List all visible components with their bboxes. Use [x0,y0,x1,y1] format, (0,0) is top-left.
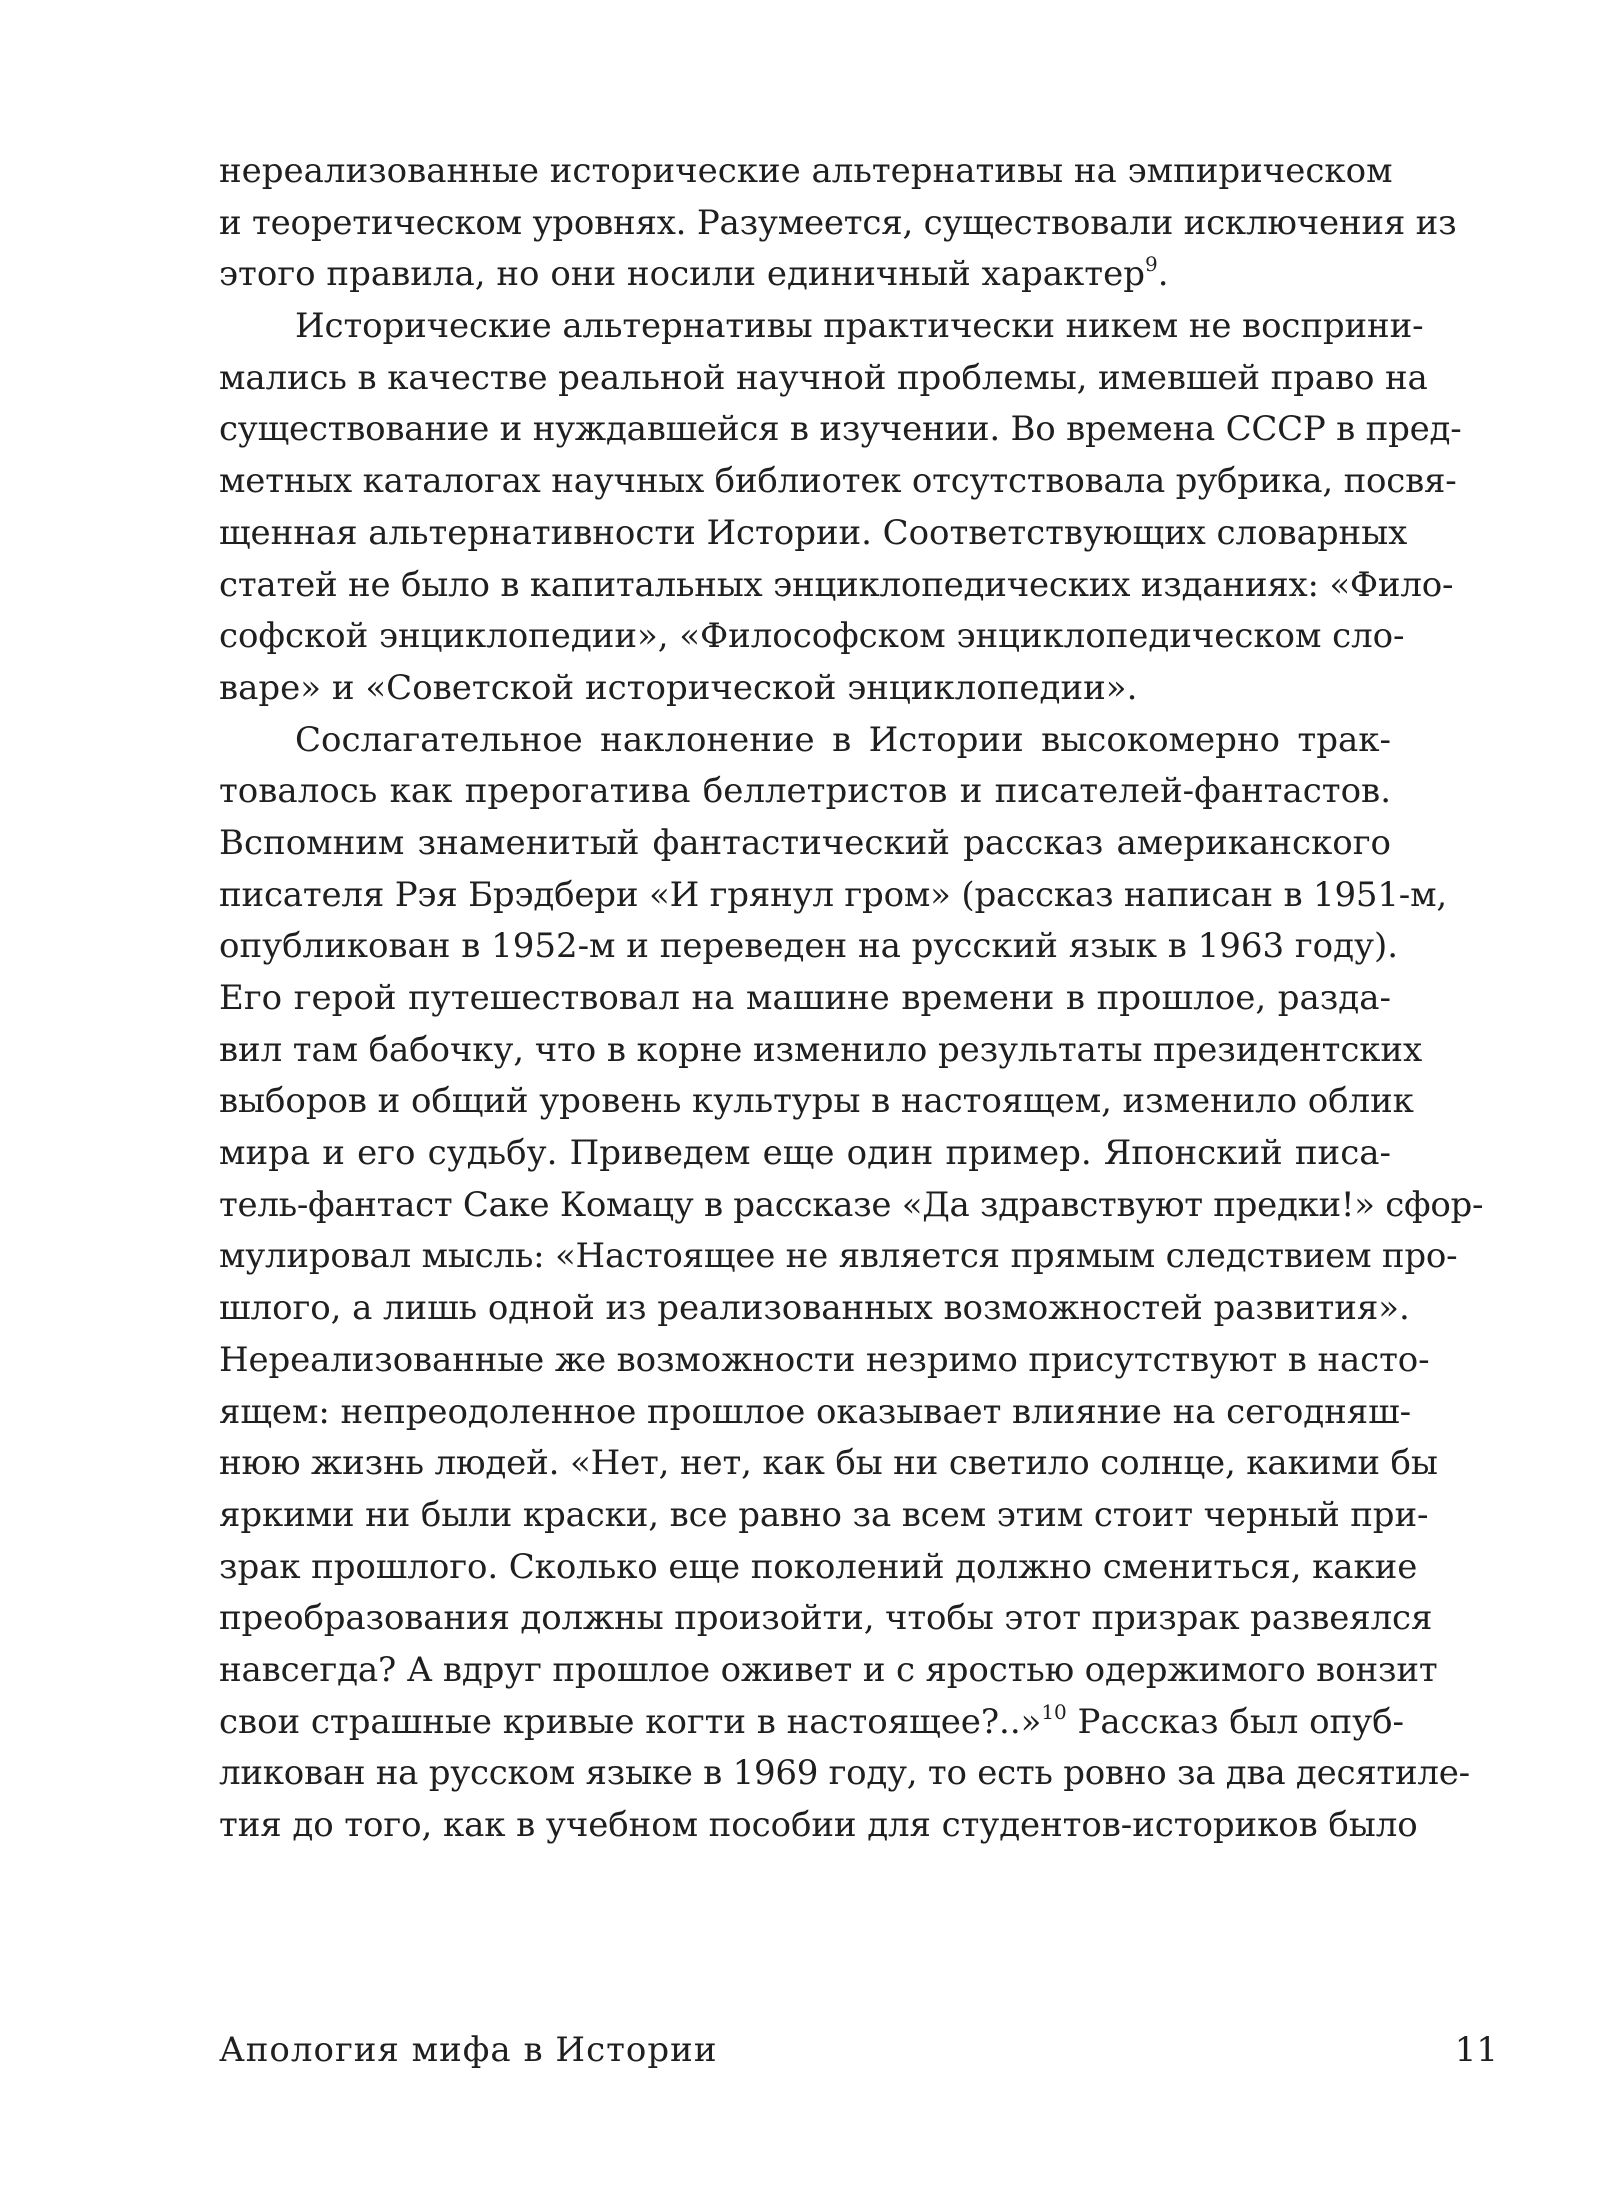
text-line-3-period: . [1157,254,1169,295]
text-line-33: тия до того, как в учебном пособии для студентов-историков было [219,1805,1418,1845]
text-line-11: варе» и «Советской исторической энциклопедии». [219,667,1138,708]
text-line-26: нюю жизнь людей. «Нет, нет, как бы ни светило солнце, какими бы [219,1443,1438,1484]
text-line-21: тель-фантаст Саке Комацу в рассказе «Да здравствуют предки!» сфор- [219,1184,1484,1225]
text-line-32: ликован на русском языке в 1969 году, то есть ровно за два десятиле- [219,1753,1470,1794]
text-line-30: навсегда? А вдруг прошлое оживет и с яростью одержимого вонзит [219,1649,1438,1690]
text-line-3 [219,249,1391,301]
text-line-9: статей не было в капитальных энциклопедических изданиях: «Фило- [219,564,1454,605]
footnote-ref-9: 9 [1144,252,1158,277]
text-line-10: софской энциклопедии», «Философском энциклопедическом сло- [219,616,1405,657]
text-line-27: яркими ни были краски, все равно за всем этим стоит черный при- [219,1494,1429,1535]
text-line-3-content: этого правила, но они носили единичный характер [219,254,1145,295]
text-line-22: мулировал мысль: «Настоящее не является прямым следствием про- [219,1236,1458,1277]
text-line-20: мира и его судьбу. Приведем еще один пример. Японский писа- [219,1133,1391,1174]
footnote-ref-10: 10 [1041,1699,1067,1724]
text-line-12: Сослагательное наклонение в Истории высокомерно трак- [295,719,1391,760]
text-line-4: Исторические альтернативы практически никем не восприни- [295,306,1424,347]
text-line-7: метных каталогах научных библиотек отсутствовала рубрика, посвя- [219,461,1457,502]
text-line-13: товалось как прерогатива беллетристов и писателей-фантастов. [219,771,1391,812]
text-line-8: щенная альтернативности Истории. Соответствующих словарных [219,512,1408,553]
running-title: Апология мифа в Истории [219,2030,718,2070]
text-line-1: нереализованные исторические альтернативы на эмпирическом [219,151,1393,191]
text-line-15: писателя Рэя Брэдбери «И грянул гром» (рассказ написан в 1951-м, [219,874,1447,915]
text-line-25: ящем: непреодоленное прошлое оказывает влияние на сегодняш- [219,1391,1412,1432]
text-line-2: и теоретическом уровнях. Разумеется, существовали исключения из [219,202,1457,243]
text-line-14: Вспомним знаменитый фантастический рассказ американского [219,822,1391,863]
text-line-31-rest: Рассказ был опуб- [1077,1701,1404,1742]
page-body-text [219,146,1484,1852]
text-line-5: мались в качестве реальной научной проблемы, имевшей право на [219,357,1428,398]
text-line-18: вил там бабочку, что в корне изменило результаты президентских [219,1029,1423,1070]
text-line-16: опубликован в 1952-м и переведен на русский язык в 1963 году). [219,926,1399,967]
text-line-31-quote: свои страшные кривые когти в настоящее?..» [219,1701,1042,1742]
text-line-17: Его герой путешествовал на машине времени в прошлое, разда- [219,978,1391,1018]
text-line-6: существование и нуждавшейся в изучении. Во времена СССР в пред- [219,409,1462,450]
page-number: 11 [1454,2030,1498,2070]
text-line-23: шлого, а лишь одной из реализованных возможностей развития». [219,1288,1410,1329]
text-line-19: выборов и общий уровень культуры в настоящем, изменило облик [219,1081,1414,1122]
text-line-31 [219,1697,1404,1749]
text-line-24: Нереализованные же возможности незримо присутствуют в насто- [219,1339,1430,1380]
text-line-28: зрак прошлого. Сколько еще поколений должно смениться, какие [219,1546,1418,1587]
text-line-29: преобразования должны произойти, чтобы этот призрак развеялся [219,1598,1433,1639]
